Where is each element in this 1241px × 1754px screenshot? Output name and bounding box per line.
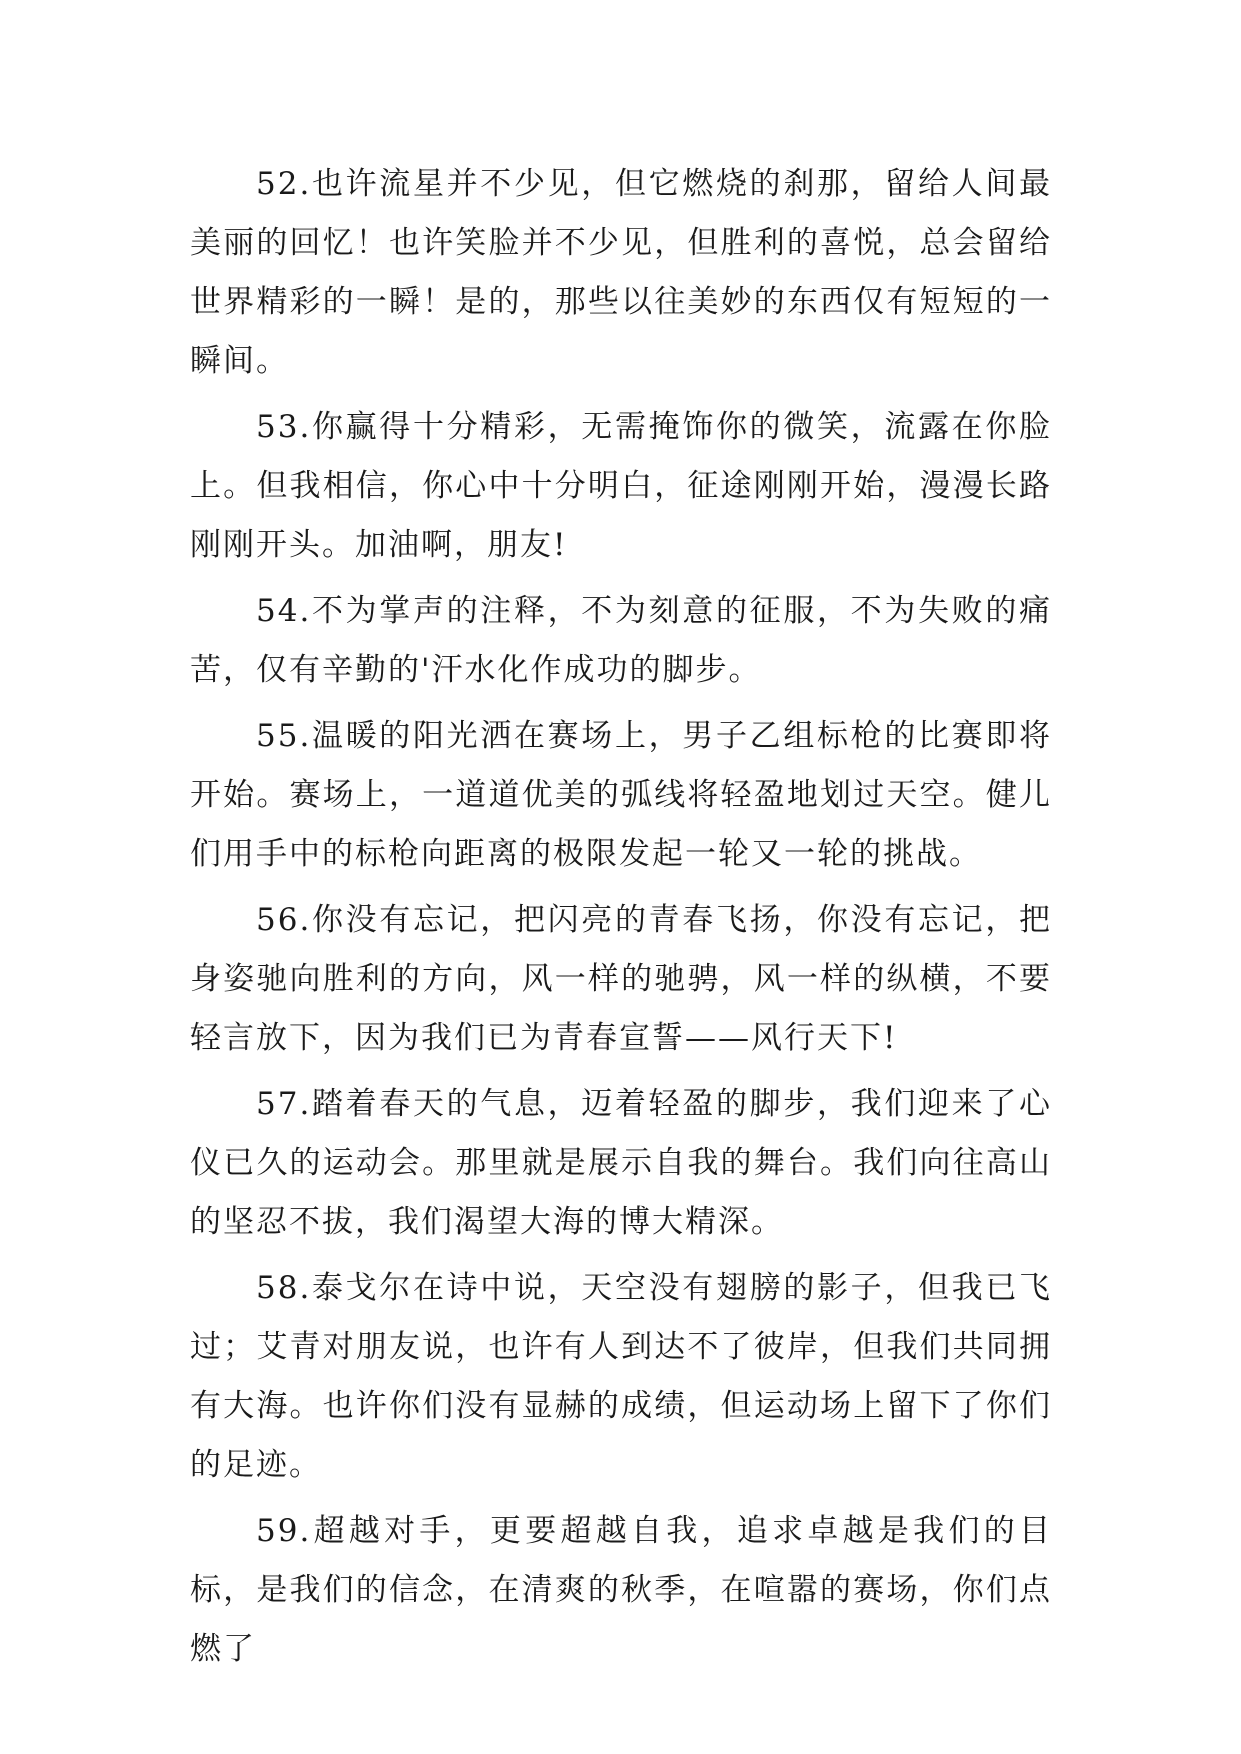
paragraph-55: 55.温暖的阳光洒在赛场上，男子乙组标枪的比赛即将开始。赛场上，一道道优美的弧线将轻盈地划过天空。健儿们用手中的标枪向距离的极限发起一轮又一轮的挑战。 xyxy=(190,718,1052,872)
paragraph-56: 56.你没有忘记，把闪亮的青春飞扬，你没有忘记，把身姿驰向胜利的方向，风一样的驰骋，风一样的纵横，不要轻言放下，因为我们已为青春宣誓——风行天下! xyxy=(190,902,1052,1056)
document-body xyxy=(190,155,1052,1686)
paragraph-58: 58.泰戈尔在诗中说，天空没有翅膀的影子，但我已飞过；艾青对朋友说，也许有人到达不了彼岸，但我们共同拥有大海。也许你们没有显赫的成绩，但运动场上留下了你们的足迹。 xyxy=(190,1270,1052,1483)
paragraph-59: 59.超越对手，更要超越自我，追求卓越是我们的目标，是我们的信念，在清爽的秋季，在喧嚣的赛场，你们点燃了 xyxy=(190,1513,1052,1667)
paragraph-54: 54.不为掌声的注释，不为刻意的征服，不为失败的痛苦，仅有辛勤的'汗水化作成功的脚步。 xyxy=(190,593,1052,688)
paragraph-53: 53.你赢得十分精彩，无需掩饰你的微笑，流露在你脸上。但我相信，你心中十分明白，征途刚刚开始，漫漫长路刚刚开头。加油啊，朋友! xyxy=(190,409,1052,563)
paragraph-52: 52.也许流星并不少见，但它燃烧的刹那，留给人间最美丽的回忆！也许笑脸并不少见，但胜利的喜悦，总会留给世界精彩的一瞬！是的，那些以往美妙的东西仅有短短的一瞬间。 xyxy=(190,166,1052,379)
paragraph-57: 57.踏着春天的气息，迈着轻盈的脚步，我们迎来了心仪已久的运动会。那里就是展示自我的舞台。我们向往高山的坚忍不拔，我们渴望大海的博大精深。 xyxy=(190,1086,1052,1240)
